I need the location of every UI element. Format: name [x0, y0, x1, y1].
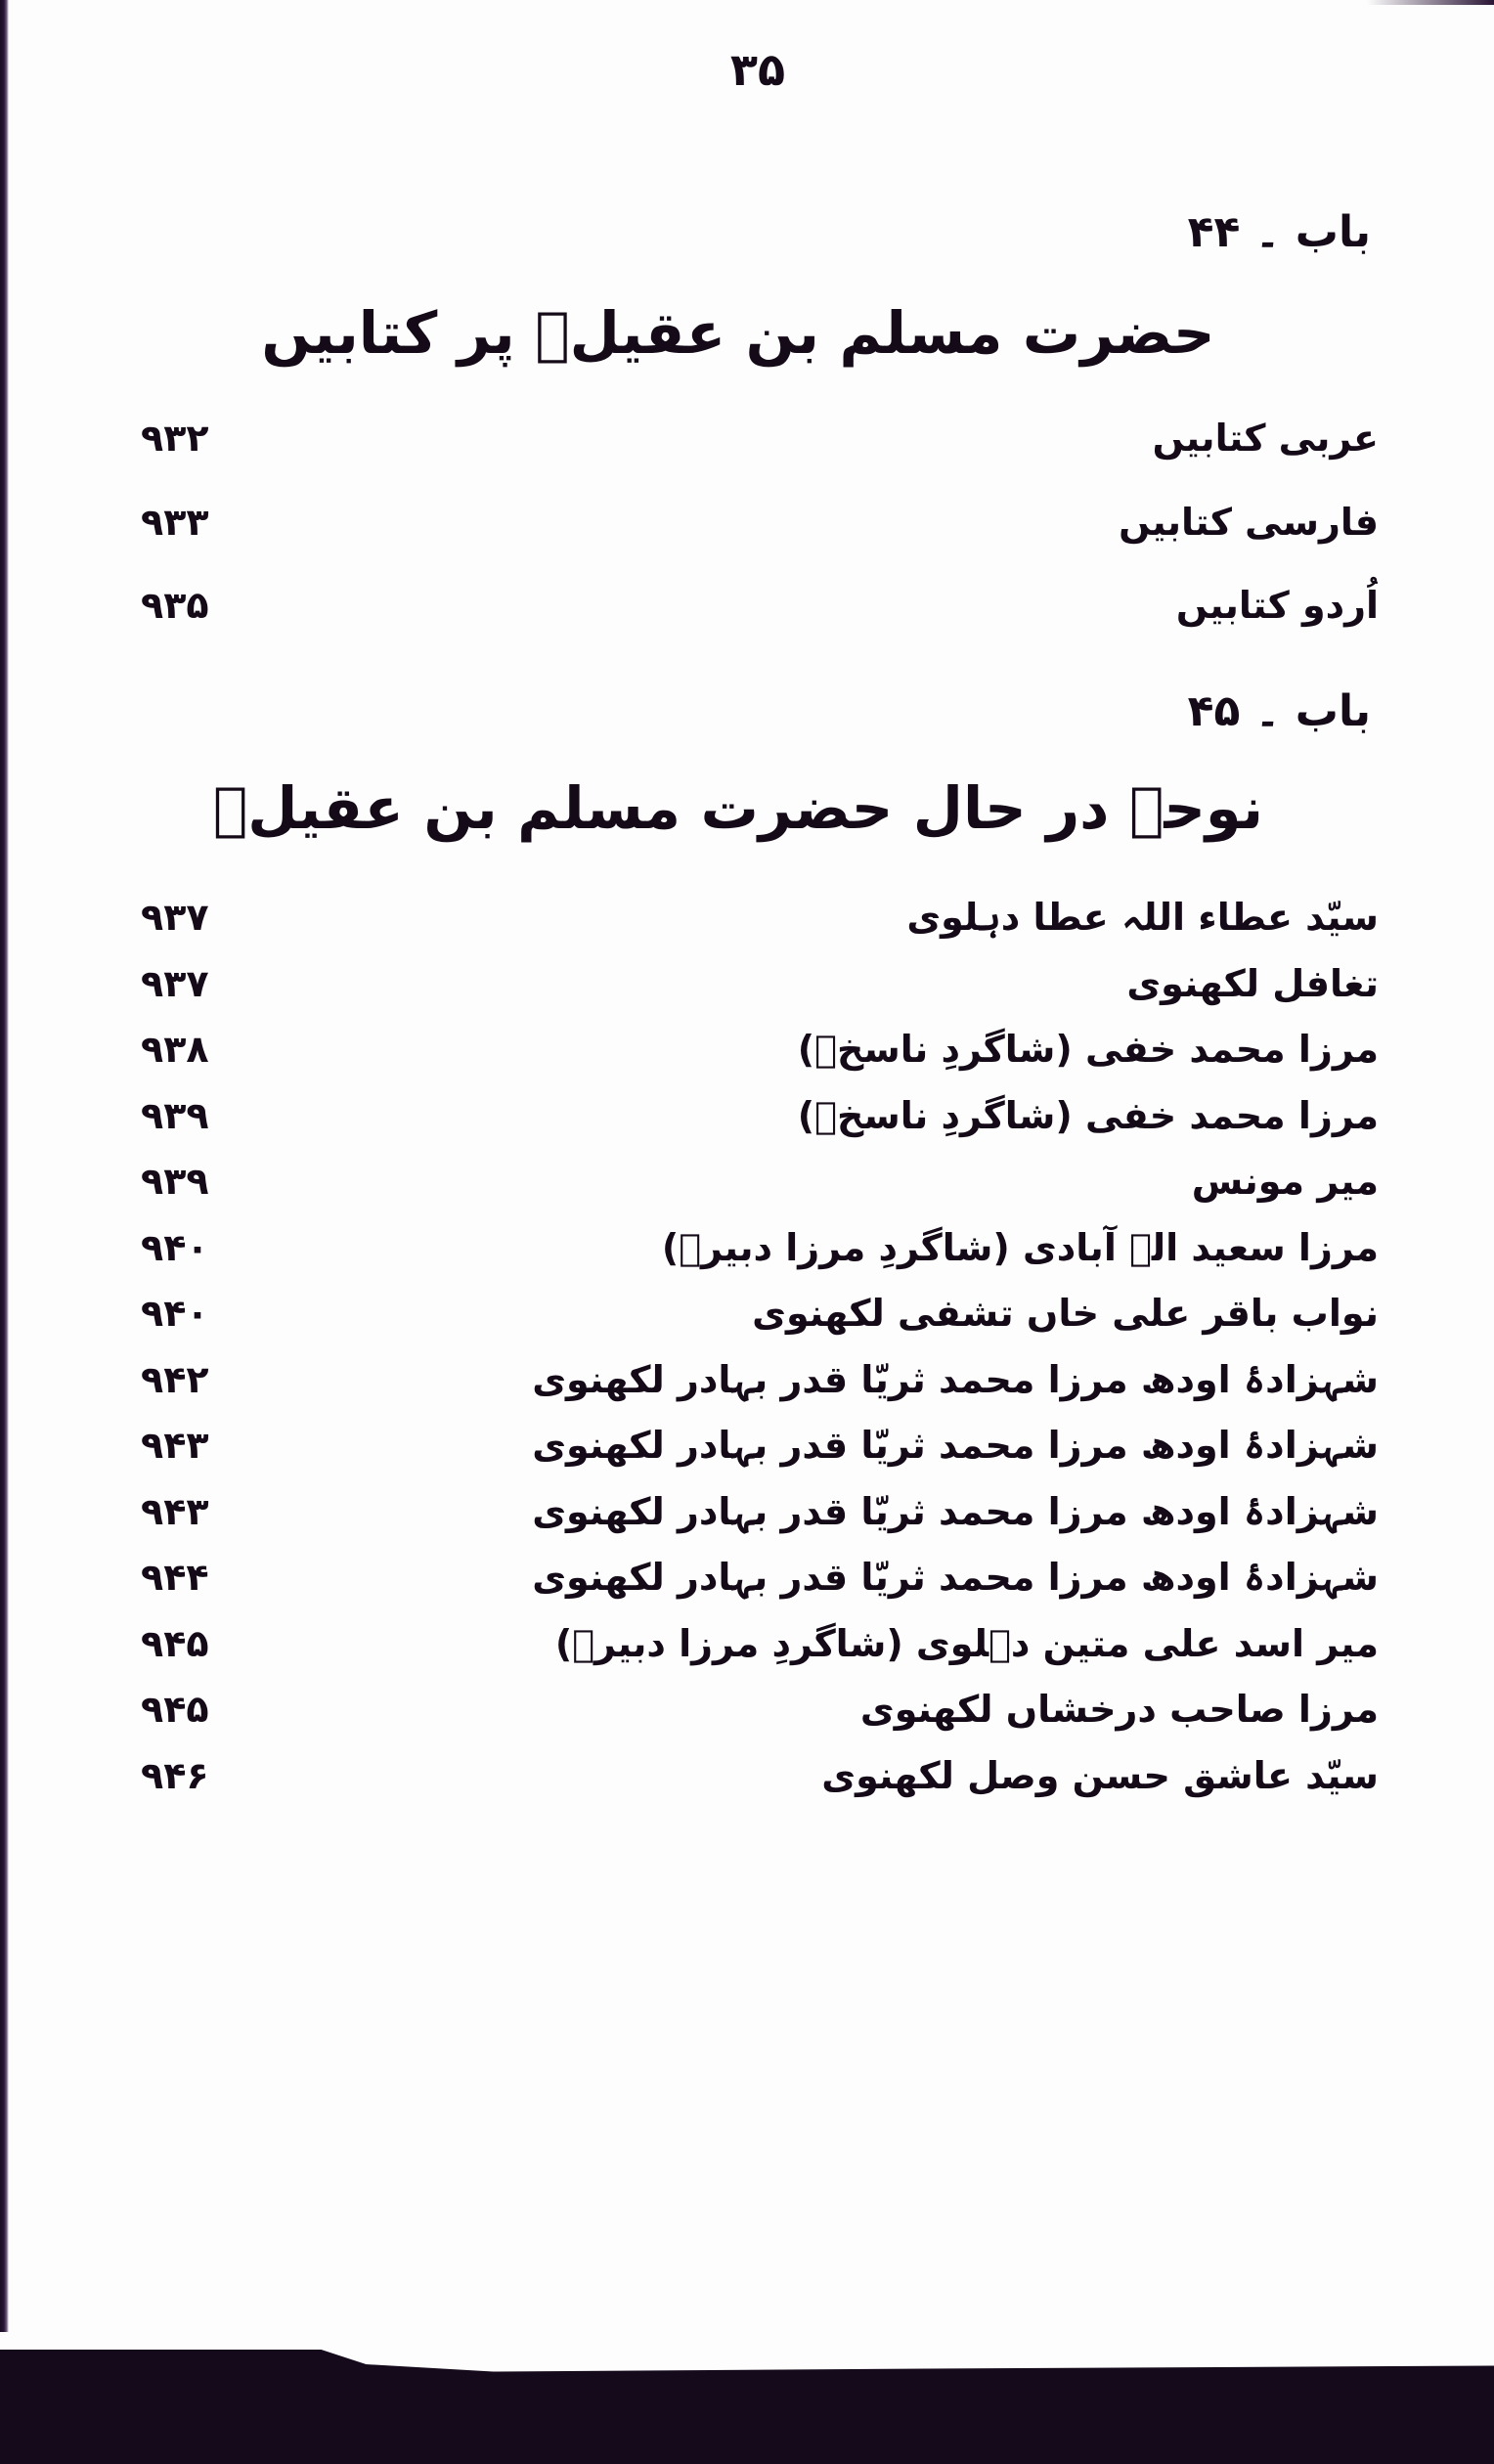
toc-entry-page: ۹۴۰	[141, 1292, 209, 1336]
toc-entry-title: اُردو کتابیں	[1175, 584, 1379, 628]
toc-entry-page: ۹۴۵	[141, 1688, 209, 1732]
toc-entry[interactable]	[137, 1687, 1379, 1734]
toc-entry-page: ۹۳۳	[141, 500, 209, 544]
toc-entry[interactable]	[137, 416, 1379, 462]
chapter-number-label: باب ۔ ۴۵	[1187, 685, 1371, 736]
toc-entry-title: تغافل لکھنوی	[1126, 961, 1379, 1005]
toc-entry[interactable]	[137, 895, 1379, 942]
toc-entry-title: شہزادۂ اودھ مرزا محمد ثریّا قدر بہادر لکھنوی	[532, 1489, 1379, 1533]
toc-entry[interactable]	[137, 1159, 1379, 1206]
toc-entry-page: ۹۳۵	[141, 584, 209, 628]
toc-entry-page: ۹۳۸	[141, 1028, 209, 1072]
toc-entry-page: ۹۳۷	[141, 961, 209, 1005]
toc-entry-page: ۹۳۲	[141, 417, 209, 461]
toc-entry[interactable]	[137, 500, 1379, 547]
toc-entry-list	[137, 416, 1379, 630]
toc-entry-page: ۹۴۳	[141, 1489, 209, 1533]
toc-entry-page: ۹۴۲	[141, 1357, 209, 1401]
toc-entry[interactable]	[137, 1027, 1379, 1074]
toc-entry[interactable]	[137, 1357, 1379, 1404]
toc-entry-page: ۹۴۶	[141, 1753, 209, 1797]
toc-entry-page: ۹۴۰	[141, 1225, 209, 1269]
toc-entry-title: مرزا محمد خفی (شاگردِ ناسخؔ)	[797, 1093, 1379, 1137]
chapter-title: نوحے در حال حضرت مسلم بن عقیلؑ	[212, 773, 1264, 842]
toc-entry-title: مرزا سعید الہ آبادی (شاگردِ مرزا دبیرؔ)	[661, 1225, 1379, 1269]
folio-number: ۳۵	[729, 43, 786, 96]
toc-entry-title: شہزادۂ اودھ مرزا محمد ثریّا قدر بہادر لکھنوی	[532, 1424, 1379, 1468]
toc-entry-page: ۹۴۵	[141, 1621, 209, 1665]
toc-entry-page: ۹۳۹	[141, 1093, 209, 1137]
toc-entry-title: عربی کتابیں	[1152, 417, 1379, 461]
toc-entry-title: مرزا محمد خفی (شاگردِ ناسخؔ)	[797, 1028, 1379, 1072]
toc-entry[interactable]	[137, 1489, 1379, 1536]
toc-entry-page: ۹۴۴	[141, 1556, 209, 1600]
toc-entry[interactable]	[137, 583, 1379, 630]
toc-entry-title: شہزادۂ اودھ مرزا محمد ثریّا قدر بہادر لکھنوی	[532, 1556, 1379, 1600]
toc-entry-title: مرزا صاحب درخشاں لکھنوی	[859, 1688, 1379, 1732]
toc-entry[interactable]	[137, 1093, 1379, 1140]
toc-entry-title: سیّد عاشق حسن وصل لکھنوی	[821, 1753, 1379, 1797]
toc-entry-list	[137, 895, 1379, 1799]
toc-entry[interactable]	[137, 1621, 1379, 1668]
toc-entry-title: سیّد عطاء اللہ عطا دہلوی	[906, 896, 1379, 940]
toc-entry-title: نواب باقر علی خاں تشفی لکھنوی	[752, 1292, 1379, 1336]
chapter-number-label: باب ۔ ۴۴	[1187, 207, 1371, 257]
toc-entry-title: میر اسد علی متین دہلوی (شاگردِ مرزا دبیرؔ)	[554, 1621, 1379, 1665]
toc-entry[interactable]	[137, 1753, 1379, 1800]
toc-entry[interactable]	[137, 961, 1379, 1008]
toc-entry[interactable]	[137, 1225, 1379, 1272]
chapter-title: حضرت مسلم بن عقیلؑ پر کتابیں	[261, 299, 1215, 367]
toc-entry-title: شہزادۂ اودھ مرزا محمد ثریّا قدر بہادر لکھنوی	[532, 1357, 1379, 1401]
toc-entry[interactable]	[137, 1291, 1379, 1338]
toc-entry-title: میر مونس	[1191, 1160, 1379, 1204]
toc-entry-page: ۹۳۹	[141, 1160, 209, 1204]
toc-entry[interactable]	[137, 1423, 1379, 1470]
chapter-section	[137, 207, 1379, 630]
toc-entry-page: ۹۳۷	[141, 896, 209, 940]
toc-entry[interactable]	[137, 1555, 1379, 1602]
toc-entry-page: ۹۴۳	[141, 1424, 209, 1468]
toc-entry-title: فارسی کتابیں	[1119, 500, 1379, 544]
chapter-section	[137, 686, 1379, 1800]
